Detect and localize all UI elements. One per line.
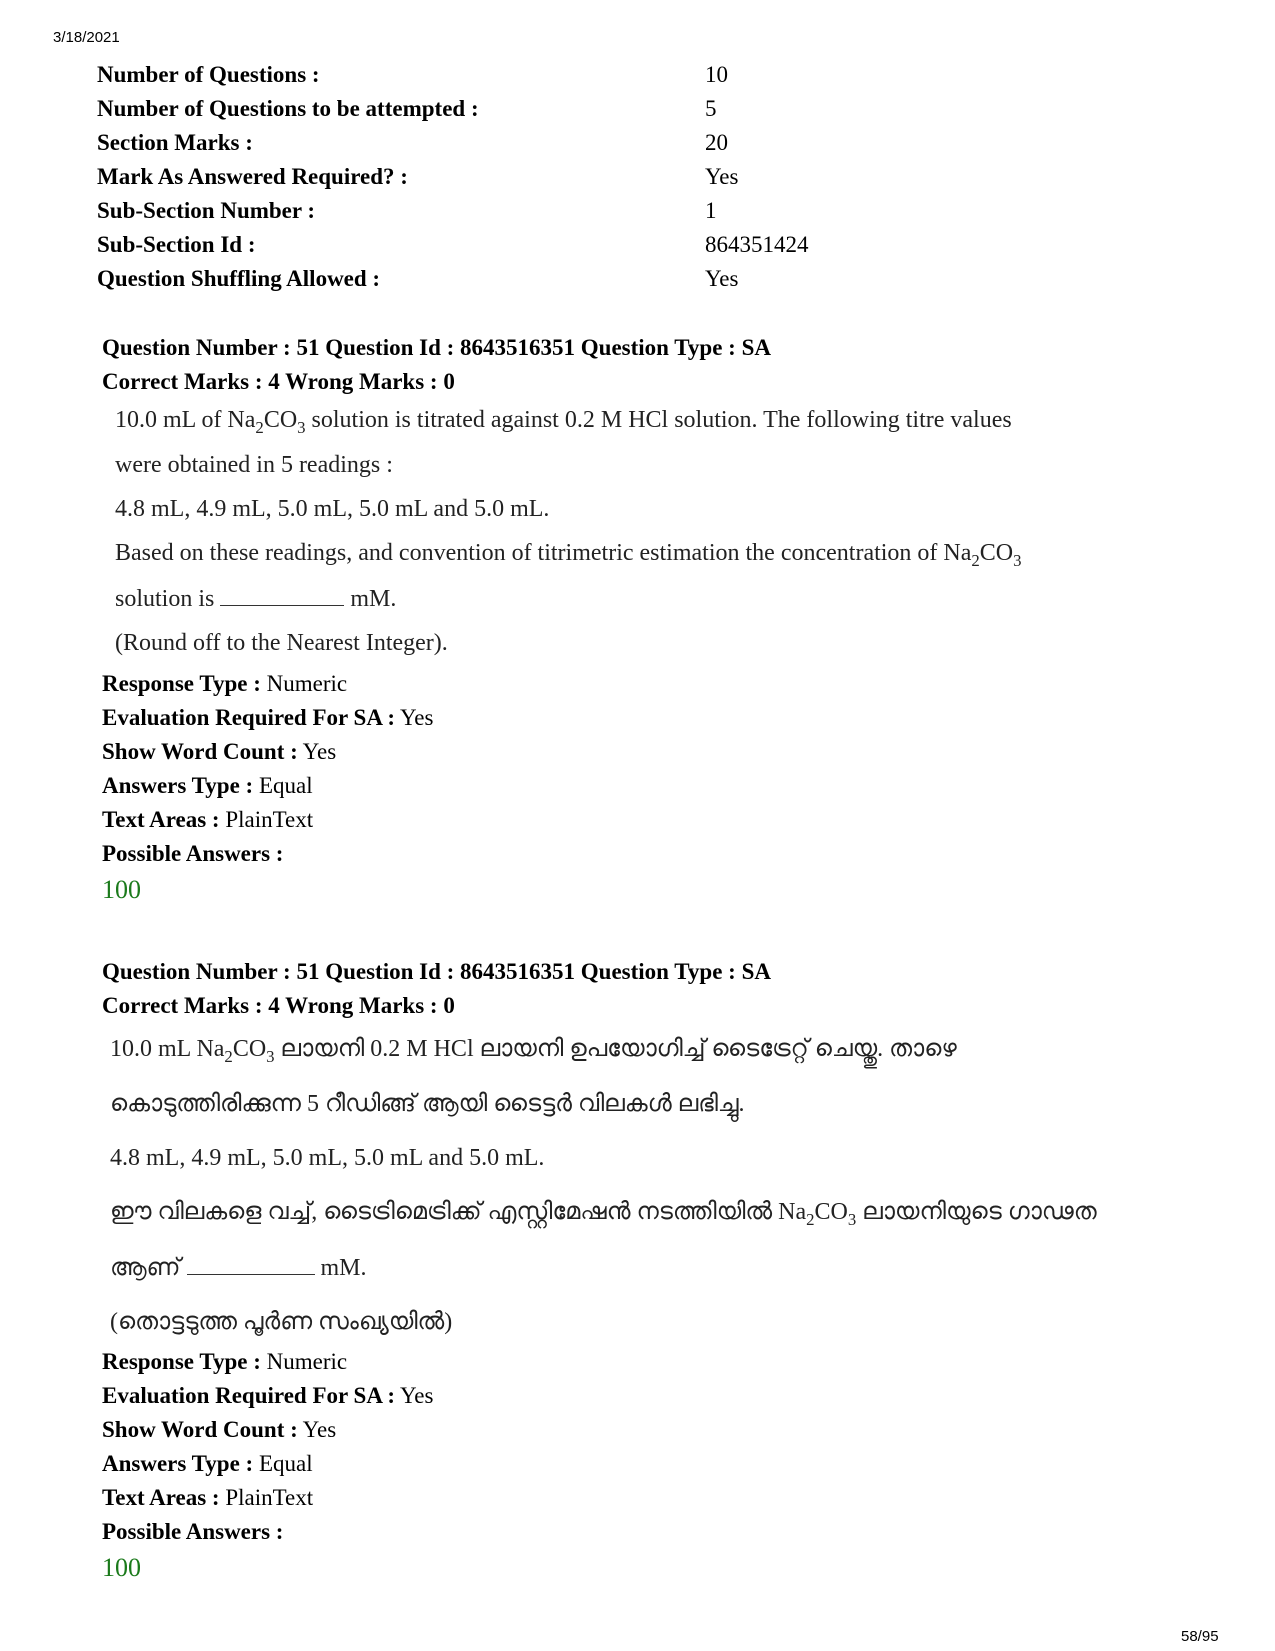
answer-blank bbox=[187, 1273, 315, 1275]
question-line: ഈ വിലകളെ വച്ച്, ടൈട്രിമെട്രിക്ക് എസ്റ്റിമേഷൻ നടത്തിയിൽ $Na_2CO_3$ ലായനിയുടെ ഗാഢത bbox=[110, 1198, 1097, 1229]
meta-label: Sub-Section Number : bbox=[97, 198, 316, 223]
meta-label: Mark As Answered Required? : bbox=[97, 164, 408, 189]
print-date: 3/18/2021 bbox=[53, 29, 120, 46]
question-header: Question Number : 51 Question Id : 8643516351 Question Type : SA bbox=[102, 959, 771, 984]
question-block-english bbox=[102, 331, 1202, 909]
meta-value: 1 bbox=[705, 198, 717, 223]
possible-answer: 100 bbox=[102, 1552, 141, 1582]
meta-row bbox=[97, 160, 809, 194]
meta-label: Number of Questions to be attempted : bbox=[97, 96, 479, 121]
question-line: solution is mM. bbox=[115, 585, 397, 612]
meta-row bbox=[97, 126, 809, 160]
question-line: 10.0 mL $Na_2CO_3$ ലായനി 0.2 M HCl ലായനി ഉപയോഗിച്ച് ടൈട്രേറ്റ് ചെയ്തു. താഴെ bbox=[110, 1036, 957, 1066]
meta-value: Yes bbox=[705, 266, 739, 291]
property-row: Possible Answers : bbox=[102, 1518, 284, 1544]
question-body bbox=[115, 401, 1202, 661]
question-header: Question Number : 51 Question Id : 8643516351 Question Type : SA bbox=[102, 335, 771, 360]
meta-row bbox=[97, 194, 809, 228]
meta-row bbox=[97, 228, 809, 262]
meta-row bbox=[97, 58, 809, 92]
meta-value: 10 bbox=[705, 62, 728, 87]
meta-label: Number of Questions : bbox=[97, 62, 320, 87]
answer-blank bbox=[220, 604, 344, 606]
property-row: Answers Type : Equal bbox=[102, 772, 313, 798]
question-line: Based on these readings, and convention of titrimetric estimation the concentration of $Na_2CO_3$ bbox=[115, 539, 1022, 570]
question-block-malayalam bbox=[102, 955, 1202, 1587]
meta-label: Sub-Section Id : bbox=[97, 232, 256, 257]
meta-row bbox=[97, 262, 809, 296]
question-properties bbox=[102, 667, 1202, 909]
property-row: Evaluation Required For SA : Yes bbox=[102, 1382, 434, 1408]
question-line: 10.0 mL of $Na_2CO_3$ solution is titrated against 0.2 M HCl solution. The following titre values bbox=[115, 407, 1012, 437]
property-row: Text Areas : PlainText bbox=[102, 806, 314, 832]
property-row: Possible Answers : bbox=[102, 840, 284, 866]
property-row: Show Word Count : Yes bbox=[102, 738, 337, 764]
question-marks: Correct Marks : 4 Wrong Marks : 0 bbox=[102, 993, 455, 1018]
question-properties bbox=[102, 1345, 1202, 1587]
meta-label: Question Shuffling Allowed : bbox=[97, 266, 381, 291]
readings-line: 4.8 mL, 4.9 mL, 5.0 mL, 5.0 mL and 5.0 mL. bbox=[110, 1144, 545, 1171]
meta-value: 5 bbox=[705, 96, 717, 121]
section-meta-table bbox=[97, 58, 809, 296]
question-body bbox=[110, 1025, 1202, 1345]
question-line: ആണ് mM. bbox=[110, 1254, 367, 1281]
meta-row bbox=[97, 92, 809, 126]
property-row: Show Word Count : Yes bbox=[102, 1416, 337, 1442]
question-line: കൊടുത്തിരിക്കുന്ന 5 റീഡിങ്ങ് ആയി ടൈട്ടർ വിലകൾ ലഭിച്ചു. bbox=[110, 1090, 745, 1117]
readings-line: 4.8 mL, 4.9 mL, 5.0 mL, 5.0 mL and 5.0 mL. bbox=[115, 495, 550, 522]
property-row: Response Type : Numeric bbox=[102, 1348, 348, 1374]
property-row: Evaluation Required For SA : Yes bbox=[102, 704, 434, 730]
property-row: Response Type : Numeric bbox=[102, 670, 348, 696]
question-marks: Correct Marks : 4 Wrong Marks : 0 bbox=[102, 369, 455, 394]
round-note: (Round off to the Nearest Integer). bbox=[115, 629, 448, 656]
meta-label: Section Marks : bbox=[97, 130, 253, 155]
meta-value: Yes bbox=[705, 164, 739, 189]
round-note: (തൊട്ടടുത്ത പൂർണ സംഖ്യയിൽ) bbox=[110, 1308, 453, 1335]
possible-answer: 100 bbox=[102, 874, 141, 904]
meta-value: 20 bbox=[705, 130, 728, 155]
meta-value: 864351424 bbox=[705, 232, 809, 257]
question-line: were obtained in 5 readings : bbox=[115, 451, 393, 478]
property-row: Text Areas : PlainText bbox=[102, 1484, 314, 1510]
page-number: 58/95 bbox=[1181, 1628, 1219, 1645]
property-row: Answers Type : Equal bbox=[102, 1450, 313, 1476]
